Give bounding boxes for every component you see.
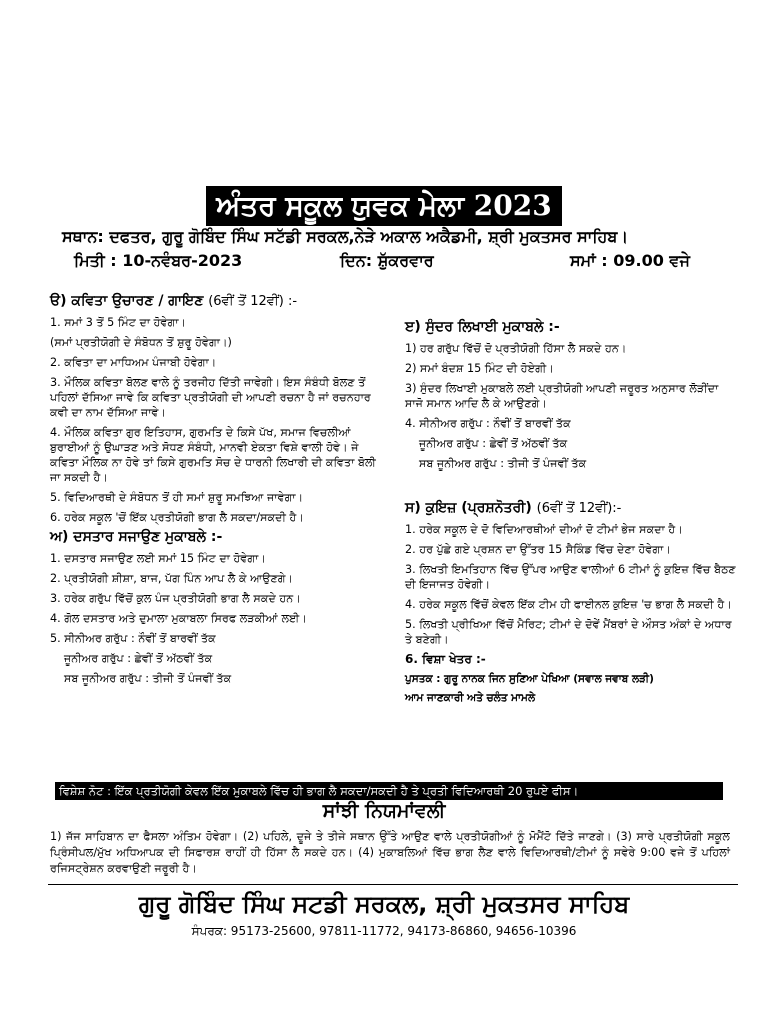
poetry-heading-text: ੳ) ਕਵਿਤਾ ਉਚਾਰਣ / ਗਾਇਣ	[50, 293, 204, 309]
divider	[48, 884, 738, 885]
quiz-book: ਪੁਸਤਕ : ਗੁਰੂ ਨਾਨਕ ਜਿਨ ਸੁਣਿਆ ਪੇਖਿਆ (ਸਵਾਲ ਜਵਾਬ ਲੜੀ)	[405, 673, 654, 685]
poetry-heading	[50, 294, 388, 309]
list-item: 1) ਹਰ ਗਰੁੱਪ ਵਿੱਚੋਂ ਦੋ ਪ੍ਰਤੀਯੋਗੀ ਹਿੱਸਾ ਲੈ ਸਕਦੇ ਹਨ।	[405, 342, 627, 355]
list-item: 6. ਹਰੇਕ ਸਕੂਲ 'ਚੋਂ ਇੱਕ ਪ੍ਰਤੀਯੋਗੀ ਭਾਗ ਲੈ ਸਕਦਾ/ਸਕਦੀ ਹੈ।	[50, 511, 304, 524]
quiz-range: (6ਵੀਂ ਤੋਂ 12ਵੀਂ):-	[536, 501, 622, 516]
list-item: 5. ਸੀਨੀਅਰ ਗਰੁੱਪ : ਨੌਵੀਂ ਤੋਂ ਬਾਰਵੀਂ ਤੱਕ	[50, 632, 216, 645]
list-item: 4. ਹਰੇਕ ਸਕੂਲ ਵਿੱਚੋਂ ਕੇਵਲ ਇੱਕ ਟੀਮ ਹੀ ਫਾਈਨਲ ਕੁਇਜ਼ 'ਚ ਭਾਗ ਲੈ ਸਕਦੀ ਹੈ।	[405, 598, 732, 611]
list-item: 4. ਸੀਨੀਅਰ ਗਰੁੱਪ : ਨੌਵੀਂ ਤੋਂ ਬਾਰਵੀਂ ਤੱਕ	[405, 417, 571, 430]
list-item: (ਸਮਾਂ ਪ੍ਰਤੀਯੋਗੀ ਦੇ ਸੰਬੋਧਨ ਤੋਂ ਸ਼ੁਰੂ ਹੋਵੇਗਾ।)	[50, 336, 232, 349]
list-item: 2. ਹਰ ਪੁੱਛੇ ਗਏ ਪ੍ਰਸ਼ਨ ਦਾ ਉੱਤਰ 15 ਸੈਕਿੰਡ ਵਿੱਚ ਦੇਣਾ ਹੋਵੇਗਾ।	[405, 543, 671, 556]
list-item: 3) ਸੁੰਦਰ ਲਿਖਾਈ ਮੁਕਾਬਲੇ ਲਈ ਪ੍ਰਤੀਯੋਗੀ ਆਪਣੀ ਜਰੂਰਤ ਅਨੁਸਾਰ ਲੋੜੀਂਦਾ ਸਾਜੋ ਸਮਾਨ ਆਦਿ ਲੈ ਕੇ ਆਉਣਗੇ।	[405, 382, 719, 410]
rules-text: 1) ਜੱਜ ਸਾਹਿਬਾਨ ਦਾ ਫੈਸਲਾ ਅੰਤਿਮ ਹੋਵੇਗਾ। (2) ਪਹਿਲੇ, ਦੂਜੇ ਤੇ ਤੀਜੇ ਸਥਾਨ ਉੱਤੇ ਆਉਣ ਵਾਲੇ ਪ੍ਰਤੀਯੋਗੀਆਂ ਨੂੰ ਮੋਮੈਂਟੋ ਦਿੱਤੇ ਜਾਣਗੇ। (3) ਸਾਰੇ ਪ੍ਰਤੀਯੋਗੀ ਸਕੂਲ ਪ੍ਰਿੰਸੀਪਲ/ਮੁੱਖ ਅਧਿਆਪਕ ਦੀ ਸਿਫਾਰਸ਼ ਰਾਹੀਂ ਹੀ ਹਿੱਸਾ ਲੈ ਸਕਦੇ ਹਨ। (4) ਮੁਕਾਬਲਿਆਂ ਵਿੱਚ ਭਾਗ ਲੈਣ ਵਾਲੇ ਵਿਦਿਆਰਥੀ/ਟੀਮਾਂ ਨੂੰ ਸਵੇਰੇ 9:00 ਵਜੇ ਤੋਂ ਪਹਿਲਾਂ ਰਜਿਸਟ੍ਰੇਸ਼ਨ ਕਰਵਾਉਣੀ ਜਰੂਰੀ ਹੈ।	[50, 830, 730, 875]
list-item: ਜੂਨੀਅਰ ਗਰੁੱਪ : ਛੇਵੀਂ ਤੋਂ ਅੱਠਵੀਂ ਤੱਕ	[419, 437, 568, 450]
title-wrap	[0, 186, 768, 226]
list-item: ਸਬ ਜੂਨੀਅਰ ਗਰੁੱਪ : ਤੀਜੀ ਤੋਂ ਪੰਜਵੀਂ ਤੱਕ	[64, 672, 232, 685]
list-item: 4. ਗੋਲ ਦਸਤਾਰ ਅਤੇ ਦੁਮਾਲਾ ਮੁਕਾਬਲਾ ਸਿਰਫ ਲੜਕੀਆਂ ਲਈ।	[50, 612, 307, 625]
event-title: ਅੰਤਰ ਸਕੂਲ ਯੁਵਕ ਮੇਲਾ 2023	[206, 186, 562, 226]
rules-heading: ਸਾਂਝੀ ਨਿਯਮਾਂਵਲੀ	[322, 800, 446, 822]
turban-heading: ਅ) ਦਸਤਾਰ ਸਜਾਉਣ ਮੁਕਾਬਲੇ :-	[50, 529, 223, 545]
list-item: 3. ਲਿਖਤੀ ਇਮਤਿਹਾਨ ਵਿੱਚ ਉੱਪਰ ਆਉਣ ਵਾਲੀਆਂ 6 ਟੀਮਾਂ ਨੂੰ ਕੁਇਜ਼ ਵਿੱਚ ਬੈਠਣ ਦੀ ਇਜਾਜਤ ਹੋਵੇਗੀ।	[405, 563, 736, 591]
venue: ਸਥਾਨ: ਦਫਤਰ, ਗੁਰੂ ਗੋਬਿੰਦ ਸਿੰਘ ਸਟੱਡੀ ਸਰਕਲ,ਨੇੜੇ ਅਕਾਲ ਅਕੈਡਮੀ, ਸ਼੍ਰੀ ਮੁਕਤਸਰ ਸਾਹਿਬ।	[62, 227, 629, 246]
event-date: ਮਿਤੀ : 10-ਨਵੰਬਰ-2023	[74, 251, 243, 270]
quiz-heading	[405, 501, 737, 516]
list-item: 3. ਮੌਲਿਕ ਕਵਿਤਾ ਬੋਲਣ ਵਾਲੇ ਨੂੰ ਤਰਜੀਹ ਦਿੱਤੀ ਜਾਵੇਗੀ। ਇਸ ਸੰਬੰਧੀ ਬੋਲਣ ਤੋਂ ਪਹਿਲਾਂ ਦੱਸਿਆ ਜਾਵੇ ਕਿ ਕਵਿਤਾ ਪ੍ਰਤੀਯੋਗੀ ਦੀ ਆਪਣੀ ਰਚਨਾ ਹੈ ਜਾਂ ਰਚਨਹਾਰ ਕਵੀ ਦਾ ਨਾਮ ਦੱਸਿਆ ਜਾਵੇ।	[50, 376, 371, 419]
quiz-subject-heading: 6. ਵਿਸ਼ਾ ਖੇਤਰ :-	[405, 652, 486, 666]
left-column	[50, 294, 388, 691]
list-item: 1. ਸਮਾਂ 3 ਤੋਂ 5 ਮਿੰਟ ਦਾ ਹੋਵੇਗਾ।	[50, 316, 187, 329]
contact-numbers: ਸੰਪਰਕ: 95173-25600, 97811-11772, 94173-86860, 94656-10396	[191, 924, 577, 938]
organization-name: ਗੁਰੂ ਗੋਬਿੰਦ ਸਿੰਘ ਸਟਡੀ ਸਰਕਲ, ਸ਼੍ਰੀ ਮੁਕਤਸਰ ਸਾਹਿਬ	[138, 890, 630, 918]
list-item: ਸਬ ਜੂਨੀਅਰ ਗਰੁੱਪ : ਤੀਜੀ ਤੋਂ ਪੰਜਵੀਂ ਤੱਕ	[419, 457, 587, 470]
list-item: 2) ਸਮਾਂ ਬੰਦਸ਼ 15 ਮਿੰਟ ਦੀ ਹੋਏਗੀ।	[405, 362, 554, 375]
calligraphy-heading: ੲ) ਸੁੰਦਰ ਲਿਖਾਈ ਮੁਕਾਬਲੇ :-	[405, 319, 560, 335]
quiz-heading-text: ਸ) ਕੁਇਜ਼ (ਪ੍ਰਸ਼ਨੋਤਰੀ)	[405, 500, 532, 516]
list-item: 1. ਦਸਤਾਰ ਸਜਾਉਣ ਲਈ ਸਮਾਂ 15 ਮਿੰਟ ਦਾ ਹੋਵੇਗਾ।	[50, 552, 266, 565]
list-item: 5. ਵਿਦਿਆਰਥੀ ਦੇ ਸੰਬੋਧਨ ਤੋਂ ਹੀ ਸਮਾਂ ਸ਼ੁਰੂ ਸਮਝਿਆ ਜਾਵੇਗਾ।	[50, 491, 304, 504]
event-time: ਸਮਾਂ : 09.00 ਵਜੇ	[570, 251, 690, 270]
list-item: 1. ਹਰੇਕ ਸਕੂਲ ਦੇ ਦੋ ਵਿਦਿਆਰਥੀਆਂ ਦੀਆਂ ਦੋ ਟੀਮਾਂ ਭੇਜ ਸਕਦਾ ਹੈ।	[405, 523, 683, 536]
list-item: 2. ਕਵਿਤਾ ਦਾ ਮਾਧਿਅਮ ਪੰਜਾਬੀ ਹੋਵੇਗਾ।	[50, 356, 217, 369]
event-day: ਦਿਨ: ਸ਼ੁੱਕਰਵਾਰ	[340, 251, 434, 270]
list-item: 2. ਪ੍ਰਤੀਯੋਗੀ ਸ਼ੀਸ਼ਾ, ਬਾਜ, ਪੱਗ ਪਿੰਨ ਆਪ ਲੈ ਕੇ ਆਉਣਗੇ।	[50, 572, 294, 585]
quiz-gk: ਆਮ ਜਾਣਕਾਰੀ ਅਤੇ ਚਲੰਤ ਮਾਮਲੇ	[405, 692, 536, 704]
list-item: 4. ਮੌਲਿਕ ਕਵਿਤਾ ਗੁਰ ਇਤਿਹਾਸ, ਗੁਰਮਤਿ ਦੇ ਕਿਸੇ ਪੱਖ, ਸਮਾਜ ਵਿਚਲੀਆਂ ਬੁਰਾਈਆਂ ਨੂੰ ਉਘਾੜਣ ਅਤੇ ਸੋਧਣ ਸੰਬੰਧੀ, ਮਾਨਵੀ ਏਕਤਾ ਵਿਸ਼ੇ ਵਾਲੀ ਹੋਵੇ। ਜੇ ਕਵਿਤਾ ਮੌਲਿਕ ਨਾ ਹੋਵੇ ਤਾਂ ਕਿਸੇ ਗੁਰਮਤਿ ਸੋਚ ਦੇ ਧਾਰਨੀ ਲਿਖਾਰੀ ਦੀ ਕਵਿਤਾ ਬੋਲੀ ਜਾ ਸਕਦੀ ਹੈ।	[50, 426, 376, 484]
right-column	[405, 320, 737, 710]
list-item: 3. ਹਰੇਕ ਗਰੁੱਪ ਵਿੱਚੋਂ ਕੁਲ ਪੰਜ ਪ੍ਰਤੀਯੋਗੀ ਭਾਗ ਲੈ ਸਕਦੇ ਹਨ।	[50, 592, 301, 605]
list-item: ਜੂਨੀਅਰ ਗਰੁੱਪ : ਛੇਵੀਂ ਤੋਂ ਅੱਠਵੀਂ ਤੱਕ	[64, 652, 213, 665]
list-item: 5. ਲਿਖਤੀ ਪ੍ਰੀਖਿਆ ਵਿੱਚੋਂ ਮੈਰਿਟ; ਟੀਮਾਂ ਦੇ ਦੋਵੇਂ ਮੈਂਬਰਾਂ ਦੇ ਔਸਤ ਅੰਕਾਂ ਦੇ ਅਧਾਰ ਤੇ ਬਣੇਗੀ।	[405, 618, 732, 646]
poetry-range: (6ਵੀਂ ਤੋਂ 12ਵੀਂ) :-	[208, 294, 298, 309]
special-note: ਵਿਸ਼ੇਸ਼ ਨੋਟ : ਇੱਕ ਪ੍ਰਤੀਯੋਗੀ ਕੇਵਲ ਇੱਕ ਮੁਕਾਬਲੇ ਵਿੱਚ ਹੀ ਭਾਗ ਲੈ ਸਕਦਾ/ਸਕਦੀ ਹੈ ਤੇ ਪ੍ਰਤੀ ਵਿਦਿਆਰਥੀ 20 ਰੁਪਏ ਫੀਸ।	[55, 782, 723, 800]
